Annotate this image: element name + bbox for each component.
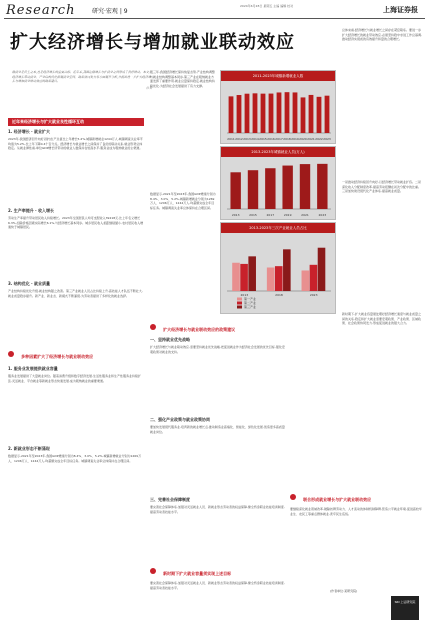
section-heading-2-text: 多种因素扩大了经济增长与就业联动效应 xyxy=(21,354,94,359)
page-header xyxy=(0,0,429,18)
bar xyxy=(301,97,306,133)
bar xyxy=(267,268,275,291)
header-meta: 2024年6月28日 星期五 主编 编辑 校对 xyxy=(240,4,294,8)
bar xyxy=(248,170,258,209)
tick-label: 2011 xyxy=(227,137,235,141)
body-paragraph: 近三年,我国经济增长保持恢复态势,产业结构调整与就业结构调整基本同步,第三产业在吸纳就业方面发挥了重要作用,就业总量保持稳定,就业结构持续优化,为经济社会发展提供了有力支撑。 xyxy=(150,70,215,88)
bar xyxy=(261,94,266,133)
legend-swatch xyxy=(237,298,242,301)
bar xyxy=(269,94,274,133)
tick-label: 2023 xyxy=(323,137,331,141)
bar xyxy=(282,166,292,209)
column-1 xyxy=(8,118,144,516)
body-paragraph: 扩大经济增长与就业联动效应,需要坚持就业优先战略,把促进就业作为经济社会发展的优先目标,强化宏观政策对就业的支持。 xyxy=(150,345,285,354)
section-heading-4 xyxy=(150,560,286,579)
logo-text: SRI 上证研究院 xyxy=(394,600,416,604)
tick-label: 2020 xyxy=(299,137,307,141)
bar xyxy=(283,249,291,291)
chart-3-title: 2013-2023年三次产业就业人员占比 xyxy=(221,223,335,233)
body-paragraph: 新时期下,扩大就业容量须处理好经济增长速度与就业质量之间的关系,稳定和扩大就业需要宏观政策、产业政策、区域政策、社会政策协同发力,形成促进就业的强大合力。 xyxy=(342,312,421,326)
sub-heading-3-3: 三、完善社会保障制度 xyxy=(150,497,190,502)
chart-2-title: 2013-2023年城镇就业人员(万人) xyxy=(221,147,335,157)
section-bullet-icon xyxy=(150,324,156,330)
body-paragraph: 数据显示,2021年至2023年,我国GDP增速分别为8.4%、3.0%、5.2%,城镇新增就业分别为1269万人、1206万人、1244万人,均超额完成全年目标任务。城镇调查失业率总体保持在合理区间。 xyxy=(150,192,216,210)
author: 作者 xyxy=(145,85,152,90)
bar xyxy=(277,92,282,133)
tick-label: 2021 xyxy=(301,213,309,217)
bar xyxy=(240,264,248,291)
bar xyxy=(309,95,314,133)
column-2-bottom xyxy=(150,560,286,633)
section-heading-5-text: 联合形成就业增长与扩大就业联动效应 xyxy=(303,497,372,502)
body-paragraph: 2023年,我国经济回升向好,国内生产总值比上年增长5.2%,城镇新增就业1244万人,城镇调查失业率平均值为5.2%,比上年下降0.4个百分点。经济增长与就业增长之间保持了良好的联动关系,就业形势总体稳定。从就业弹性看,单位GDP增长所带动的就业人数保持在较高水平,服务业成为吸纳就业的主渠道。 xyxy=(8,137,143,151)
legend-swatch xyxy=(237,306,242,309)
tick-label: 2015 xyxy=(259,137,267,141)
tick-label: 2014 xyxy=(251,137,259,141)
column-3 xyxy=(342,28,422,434)
article-lead xyxy=(12,70,152,90)
body-paragraph: 总体来看,经济增长与就业增长之间存在紧密联系。要进一步扩大经济增长的就业带动效应,必须坚持稳中求进工作总基调,推动经济实现质的有效提升和量的合理增长。 xyxy=(342,28,422,42)
bar xyxy=(245,94,250,133)
section-bullet-icon xyxy=(8,351,14,357)
bar xyxy=(293,92,298,133)
chart-3-svg xyxy=(221,233,335,313)
bar xyxy=(253,93,258,133)
bar xyxy=(310,265,318,291)
tick-label: 2015 xyxy=(249,213,257,217)
header-rule xyxy=(4,18,425,19)
chart-2-svg xyxy=(221,157,335,219)
body-paragraph: 劳动生产率提升带动居民收入持续增长。2023年全国居民人均可支配收入39218元,比上年名义增长6.3%,扣除价格因素实际增长6.1%,与经济增长基本同步。城乡居民收入差距继续缩小,农村居民收入增速快于城镇居民。 xyxy=(8,216,144,230)
bar xyxy=(265,168,275,209)
column-3-lower xyxy=(290,486,422,597)
tick-label: 2021 xyxy=(307,137,315,141)
section-heading-3 xyxy=(150,316,286,335)
bar xyxy=(285,92,290,133)
body-paragraph: 要加快发展现代服务业,培育新的就业增长点,推动制造业高端化、智能化、绿色化发展,创造更多高质量就业岗位。 xyxy=(150,425,285,434)
tick-label: 2022 xyxy=(315,137,323,141)
bar xyxy=(302,270,310,291)
bar xyxy=(318,248,326,291)
sub-heading-3-2: 二、强化产业政策与就业政策协同 xyxy=(150,417,210,422)
sri-logo-icon xyxy=(391,596,419,620)
article-title: 扩大经济增长与增加就业联动效应 xyxy=(10,32,295,53)
section-heading-1: 近年来经济增长与扩大就业良性循环互动 xyxy=(8,118,144,126)
tick-label: 2012 xyxy=(235,137,243,141)
body-paragraph: 要完善社会保障体系,加强对灵活就业人员、新就业形态劳动者的权益保障,健全终身职业技能培训制度,提高劳动者技能水平。 xyxy=(150,581,285,590)
section-bullet-icon xyxy=(150,568,156,574)
bar xyxy=(275,266,283,291)
tick-label: 2017 xyxy=(266,213,275,217)
section-label: Research xyxy=(6,3,76,18)
section-bullet-icon xyxy=(290,494,296,500)
bar xyxy=(237,95,242,133)
tick-label: 2023 xyxy=(318,213,327,217)
tick-label: 2023 xyxy=(309,293,318,297)
bar xyxy=(317,97,322,133)
body-paragraph: 数据显示,2021年至2023年,我国GDP增速分别为8.4%、3.0%、5.2%,城镇新增就业分别为1269万人、1206万人、1244万人,均超额完成全年目标任务。城镇调查失业率总体保持在合理区间。 xyxy=(8,454,142,463)
legend-label: 第二产业 xyxy=(244,301,257,305)
tick-label: 2019 xyxy=(283,213,292,217)
body-paragraph: 要完善社会保障体系,加强对灵活就业人员、新就业形态劳动者的权益保障,健全终身职业技能培训制度,提高劳动者技能水平。 xyxy=(150,505,285,514)
tick-label: 2017 xyxy=(275,137,283,141)
legend-swatch xyxy=(237,302,242,305)
tick-label: 2018 xyxy=(275,293,283,297)
author-affiliation: (作者单位:某研究院) xyxy=(330,589,358,593)
bar xyxy=(317,164,327,209)
tick-label: 2013 xyxy=(243,137,251,141)
bar xyxy=(248,256,256,291)
sub-heading-2-2: 2. 新就业形态不断涌现 xyxy=(8,446,50,451)
chart-1 xyxy=(220,70,336,144)
bar xyxy=(230,172,240,209)
sub-heading-1-2: 2. 生产率提升 · 收入增长 xyxy=(8,208,54,213)
section-heading-3-text: 扩大经济增长与就业联动效应的政策建议 xyxy=(163,327,236,332)
tick-label: 2013 xyxy=(231,213,240,217)
tick-label: 2018 xyxy=(283,137,291,141)
body-paragraph: 产业结构持续优化升级,就业结构随之改善。第三产业就业人员占比持续上升,高技能人才队伍不断壮大,就业质量稳步提升。新产业、新业态、新模式不断涌现,为劳动者提供了多样化的就业选择。 xyxy=(8,289,143,298)
tick-label: 2019 xyxy=(291,137,299,141)
bar xyxy=(232,263,240,291)
bar xyxy=(229,96,234,133)
body-paragraph: 服务业发展提供了大量就业岗位。随着消费升级和数字经济发展,生活性服务业和生产性服务业持续扩张,灵活就业、平台就业等新就业形态快速发展,成为吸纳就业的重要渠道。 xyxy=(8,374,141,383)
chart-1-title: 2011-2023年城镇新增就业人数 xyxy=(221,71,335,81)
sub-heading-2-1: 1. 服务业发展提供就业容量 xyxy=(8,366,58,371)
section-heading-5 xyxy=(290,486,422,505)
bar xyxy=(325,96,330,133)
chart-3 xyxy=(220,222,336,314)
bar xyxy=(300,164,310,209)
sub-heading-3-1: 一、坚持就业优先战略 xyxy=(150,337,190,342)
lead-text: 稳就业是民生之本,也是经济增长的重要目标。近年来,我国在稳增长与扩就业之间形成了良好联动。本文从经济增长带动就业、产业结构优化拓展就业空间、政策协同发力等方面展开分析,并提出进一步扩大经济增长与增加就业联动效应的政策建议。 xyxy=(12,70,152,84)
body-paragraph: 要继续深化就业领域改革,破除妨碍劳动力、人才流动的体制机制障碍,营造公平就业环境,促进高校毕业生、农民工等重点群体就业,兜牢民生底线。 xyxy=(290,507,422,516)
body-paragraph: 一是推动经济持续回升向好,以经济增长带动就业扩容。二是深化收入分配制度改革,提高劳动报酬在初次分配中的比重。三是加快建设现代化产业体系,提高就业质量。 xyxy=(342,180,421,194)
tick-label: 2016 xyxy=(267,137,275,141)
column-2-lower xyxy=(150,316,286,567)
column-2 xyxy=(150,70,216,294)
chart-2 xyxy=(220,146,336,220)
chart-1-svg xyxy=(221,81,335,143)
page-number: 研究·宏观 | 9 xyxy=(92,8,128,15)
legend-label: 第一产业 xyxy=(244,297,257,301)
newspaper-brand: 上海证券报 xyxy=(383,5,418,14)
sub-heading-1-1: 1. 经济增长 · 就业扩大 xyxy=(8,129,50,134)
tick-label: 2013 xyxy=(240,293,249,297)
section-heading-2 xyxy=(8,343,144,362)
sub-heading-1-3: 3. 结构优化 · 就业质量 xyxy=(8,281,50,286)
section-heading-4-text: 新时期下扩大就业容量须实现上述目标 xyxy=(163,571,232,576)
legend-label: 第三产业 xyxy=(244,305,257,309)
